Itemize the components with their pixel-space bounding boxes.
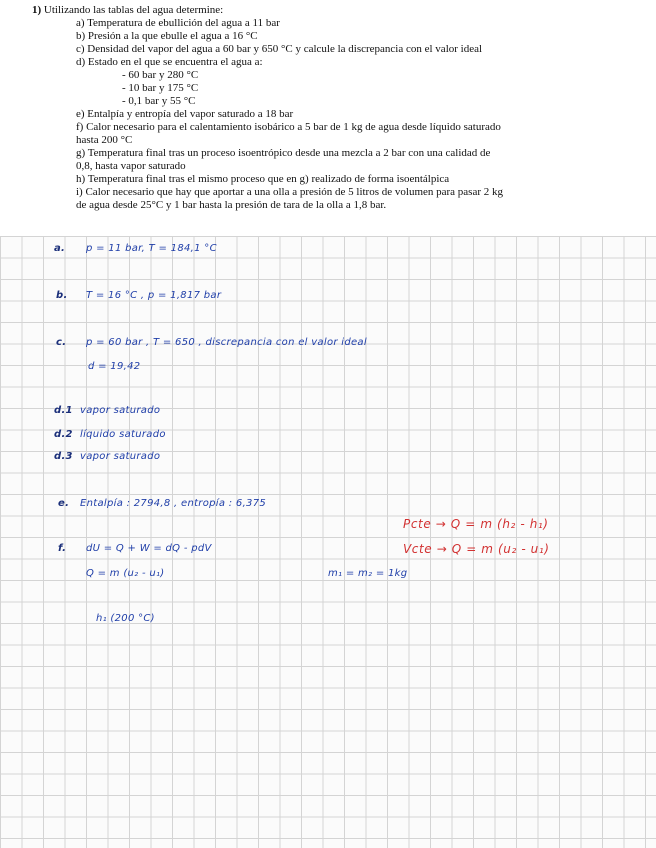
answer-a: p = 11 bar, T = 184,1 °C xyxy=(86,243,217,254)
problem-number: 1) xyxy=(32,4,42,16)
answer-d2-label: d.2 xyxy=(54,429,73,440)
item-h: h) Temperatura final tras el mismo proceso que en g) realizado de forma isoentálpica xyxy=(76,173,450,185)
answer-b: T = 16 °C , p = 1,817 bar xyxy=(86,290,222,301)
item-g-cont: 0,8, hasta vapor saturado xyxy=(76,160,186,172)
answer-f-mass: m₁ = m₂ = 1kg xyxy=(328,568,408,579)
subitem-2: - 10 bar y 175 °C xyxy=(122,82,199,94)
problem-statement xyxy=(0,0,656,236)
answer-c-line1: p = 60 bar , T = 650 , discrepancia con el valor ideal xyxy=(86,337,367,348)
answer-d3-label: d.3 xyxy=(54,451,73,462)
subitem-1: - 60 bar y 280 °C xyxy=(122,69,199,81)
item-f: f) Calor necesario para el calentamiento isobárico a 5 bar de 1 kg de agua desde líquido saturado xyxy=(76,121,501,133)
problem-heading xyxy=(32,4,223,16)
answer-d1-label: d.1 xyxy=(54,405,73,416)
item-d: d) Estado en el que se encuentra el agua a: xyxy=(76,56,263,68)
answer-f-label: f. xyxy=(58,543,67,554)
answer-f-line2: Q = m (u₂ - u₁) xyxy=(86,568,165,579)
answer-f-h-term: h₁ (200 °C) xyxy=(96,613,155,624)
grid-paper xyxy=(0,236,656,848)
subitem-3: - 0,1 bar y 55 °C xyxy=(122,95,196,107)
item-a: a) Temperatura de ebullición del agua a 11 bar xyxy=(76,17,280,29)
answer-f-line1: dU = Q + W = dQ - pdV xyxy=(86,543,212,554)
answer-d1: vapor saturado xyxy=(80,405,161,416)
answer-a-label: a. xyxy=(54,243,66,254)
item-f-cont: hasta 200 °C xyxy=(76,134,133,146)
red-note-pcte: Pcte → Q = m (h₂ - h₁) xyxy=(403,517,549,531)
item-i-cont: de agua desde 25°C y 1 bar hasta la presión de tara de la olla a 1,8 bar. xyxy=(76,199,387,211)
answer-e-label: e. xyxy=(58,498,70,509)
answer-b-label: b. xyxy=(56,290,68,301)
answer-d3: vapor saturado xyxy=(80,451,161,462)
problem-heading-text: Utilizando las tablas del agua determine: xyxy=(43,4,224,16)
answer-c-label: c. xyxy=(56,337,67,348)
item-c: c) Densidad del vapor del agua a 60 bar y 650 °C y calcule la discrepancia con el valor ideal xyxy=(76,43,483,55)
red-note-vcte: Vcte → Q = m (u₂ - u₁) xyxy=(403,542,550,556)
item-g: g) Temperatura final tras un proceso isoentrópico desde una mezcla a 2 bar con una calidad de xyxy=(76,147,491,159)
item-b: b) Presión a la que ebulle el agua a 16 °C xyxy=(76,30,258,42)
item-e: e) Entalpía y entropía del vapor saturado a 18 bar xyxy=(76,108,294,120)
answer-e: Entalpía : 2794,8 , entropía : 6,375 xyxy=(80,498,267,509)
item-i: i) Calor necesario que hay que aportar a una olla a presión de 5 litros de volumen para pasar 2 kg xyxy=(76,186,504,198)
answer-d2: líquido saturado xyxy=(80,429,166,440)
answer-c-line2: d = 19,42 xyxy=(88,361,141,372)
